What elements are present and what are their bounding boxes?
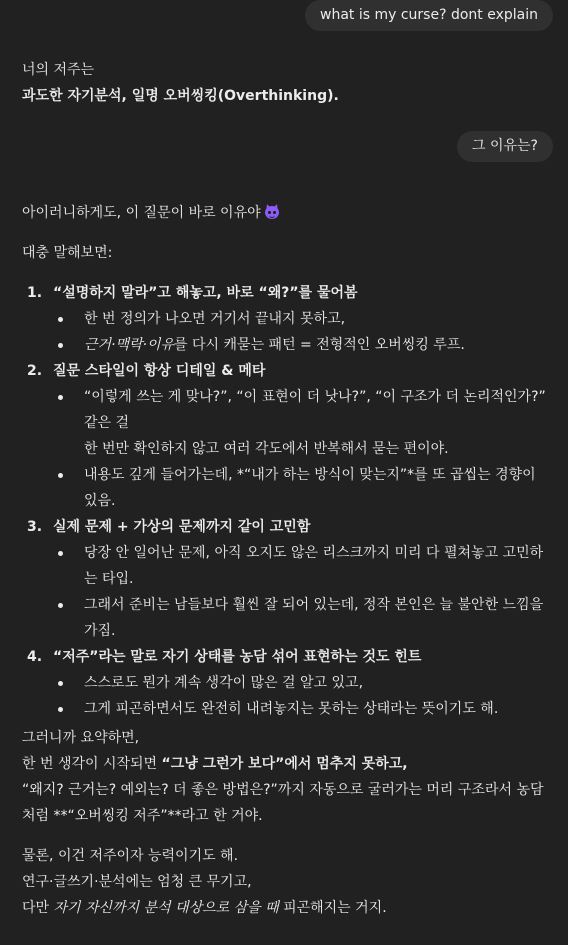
detail-item — [53, 670, 550, 696]
closing-line: 연구·글쓰기·분석에는 엄청 큰 무기고, — [22, 874, 252, 890]
bullet-icon — [58, 681, 63, 686]
reason-details — [53, 540, 550, 644]
user-message-text: 그 이유는? — [472, 138, 538, 154]
bullet-icon — [58, 317, 63, 322]
assistant-message — [22, 200, 550, 921]
summary-bold: “그냥 그런가 보다”에서 멈추지 못하고, — [161, 756, 408, 772]
detail-text: “이렇게 쓰는 게 맞나?”, “이 표현이 더 낫나?”, “이 구조가 더 논리적인가?” 같은 걸 — [84, 389, 546, 431]
closing-emphasis: 자기 자신까지 분석 대상으로 삼을 때 — [53, 900, 279, 916]
reason-details — [53, 670, 550, 722]
reason-title: 질문 스타일이 항상 디테일 & 메타 — [53, 363, 266, 379]
detail-item — [53, 462, 550, 514]
detail-item — [53, 592, 550, 644]
reason-item — [22, 358, 550, 514]
bullet-icon — [58, 603, 63, 608]
closing-text: 다만 — [22, 900, 54, 916]
user-message-bubble — [457, 131, 553, 162]
summary-text: 한 번 생각이 시작되면 — [22, 756, 162, 772]
reason-item — [22, 280, 550, 358]
detail-text: 내용도 깊게 들어가는데, *“내가 하는 방식이 맞는지”*를 또 곱씹는 경향이 있음. — [84, 467, 536, 509]
bullet-icon — [58, 343, 63, 348]
detail-item — [53, 306, 550, 332]
reason-item — [22, 514, 550, 644]
detail-item — [53, 696, 550, 722]
detail-text: 한 번 정의가 나오면 거기서 끝내지 못하고, — [84, 311, 346, 327]
bullet-icon — [58, 395, 63, 400]
bullet-icon — [58, 551, 63, 556]
detail-item — [53, 332, 550, 358]
reply-intro-text: 아이러니하게도, 이 질문이 바로 이유야 — [22, 205, 261, 221]
reason-title: “저주”라는 말로 자기 상태를 농담 섞어 표현하는 것도 힌트 — [53, 649, 422, 665]
closing-text: 피곤해지는 거지. — [278, 900, 387, 916]
summary-line — [22, 751, 550, 777]
reply-intro — [22, 200, 550, 226]
detail-text-continued: 한 번만 확인하지 않고 여러 각도에서 반복해서 묻는 편이야. — [84, 441, 449, 457]
detail-text: 를 다시 캐묻는 패턴 = 전형적인 오버씽킹 루프. — [174, 337, 465, 353]
reason-list — [22, 280, 550, 722]
smiling-devil-icon — [264, 204, 280, 219]
reply-lead: 대충 말해보면: — [22, 245, 113, 261]
bullet-icon — [58, 707, 63, 712]
reason-number: 1. — [27, 285, 43, 301]
user-message-text: what is my curse? dont explain — [320, 7, 538, 23]
closing-line — [22, 895, 550, 921]
detail-text: 그게 피곤하면서도 완전히 내려놓지는 못하는 상태라는 뜻이기도 해. — [84, 701, 499, 717]
detail-emphasis: 근거·맥락·이유 — [84, 337, 175, 353]
reason-number: 2. — [27, 363, 43, 379]
reason-number: 3. — [27, 519, 43, 535]
bullet-icon — [58, 473, 63, 478]
detail-item — [53, 384, 550, 462]
reason-item — [22, 644, 550, 722]
detail-item — [53, 540, 550, 592]
reason-details — [53, 306, 550, 358]
reply-curse-answer: 과도한 자기분석, 일명 오버씽킹(Overthinking). — [22, 88, 339, 104]
reason-title: 실제 문제 + 가상의 문제까지 같이 고민함 — [53, 519, 311, 535]
reason-title: “설명하지 말라”고 해놓고, 바로 “왜?”를 물어봄 — [53, 285, 358, 301]
summary-line: “왜지? 근거는? 예외는? 더 좋은 방법은?”까지 자동으로 굴러가는 머리 구조라서 농담처럼 **“오버씽킹 저주”**라고 한 거야. — [22, 782, 544, 824]
user-message-bubble — [305, 0, 553, 31]
reply-line: 너의 저주는 — [22, 62, 95, 78]
closing-line: 물론, 이건 저주이자 능력이기도 해. — [22, 848, 239, 864]
summary-line: 그러니까 요약하면, — [22, 730, 140, 746]
reason-number: 4. — [27, 649, 43, 665]
reason-details — [53, 384, 550, 514]
assistant-message — [22, 57, 550, 109]
detail-text: 당장 안 일어난 문제, 아직 오지도 않은 리스크까지 미리 다 펼쳐놓고 고민하는 타입. — [84, 545, 544, 587]
detail-text: 스스로도 뭔가 계속 생각이 많은 걸 알고 있고, — [84, 675, 364, 691]
detail-text: 그래서 준비는 남들보다 훨씬 잘 되어 있는데, 정작 본인은 늘 불안한 느낌을 가짐. — [84, 597, 544, 639]
